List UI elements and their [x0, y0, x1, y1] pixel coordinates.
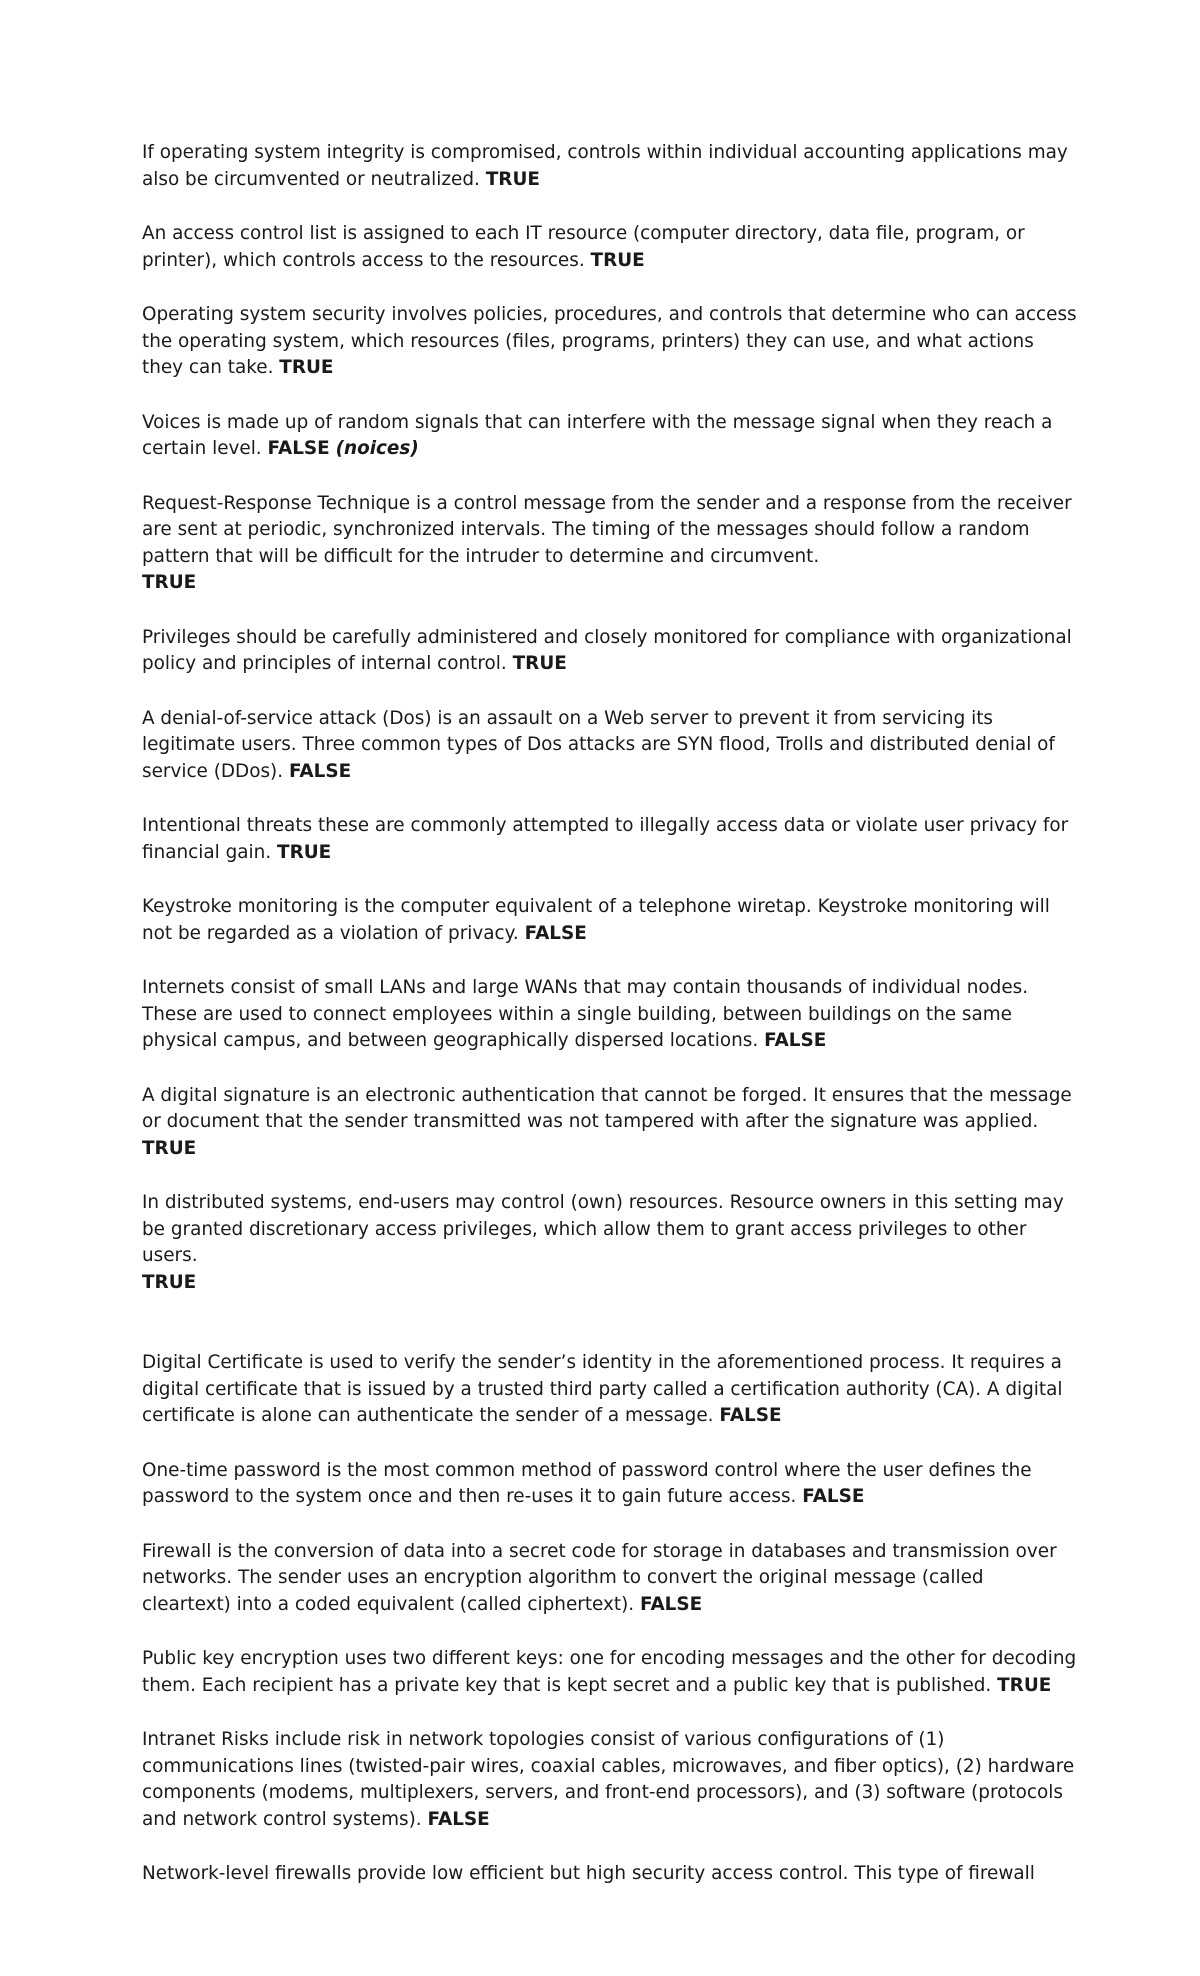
answer-label: TRUE [997, 1674, 1052, 1696]
statement-text: If operating system integrity is compromised, controls within individual accounting applications may also be circumvented or neutralized. [142, 142, 1068, 190]
statement-text: Public key encryption uses two different keys: one for encoding messages and the other for decoding them. Each recipient has a private key that is kept secret and a public key that is published. [142, 1648, 1077, 1696]
statement-text: Network-level firewalls provide low efficient but high security access control. This type of firewall [142, 1863, 1035, 1884]
answer-label: FALSE [267, 438, 330, 459]
answer-label: TRUE [142, 572, 197, 593]
answer-label: TRUE [277, 841, 332, 863]
statement-item [142, 140, 1077, 193]
statement-text: Request-Response Technique is a control message from the sender and a response from the receiver are sent at periodic, synchronized intervals. The timing of the messages should follow a random pattern that will be difficult for the intruder to determine and circumvent. [142, 492, 1072, 567]
answer-label: TRUE [279, 357, 334, 378]
statement-text: A denial-of-service attack (Dos) is an assault on a Web server to prevent it from servicing its legitimate users. Three common types of Dos attacks are SYN flood, Trolls and distributed denial of service (DDos). [142, 707, 1055, 782]
statement-item [142, 302, 1077, 382]
answer-label: TRUE [485, 168, 540, 190]
statement-item [142, 1458, 1077, 1511]
statement-item [142, 1083, 1077, 1163]
answer-label: TRUE [142, 1271, 197, 1293]
answer-label: FALSE [288, 760, 352, 782]
answer-label: FALSE [524, 922, 587, 944]
statement-text: Voices is made up of random signals that can interfere with the message signal when they reach a certain level. [142, 411, 1053, 459]
statement-text: Digital Certificate is used to verify the sender’s identity in the aforementioned process. It requires a digital certificate that is issued by a trusted third party called a certification authority (CA). A digital certificate is alone can authenticate the sender of a message. [142, 1352, 1063, 1426]
statement-item [142, 1646, 1077, 1699]
answer-label: FALSE [719, 1405, 782, 1426]
answer-label: TRUE [512, 653, 567, 674]
answer-label: FALSE [427, 1808, 490, 1830]
statement-item [142, 975, 1077, 1055]
statement-text: An access control list is assigned to each IT resource (computer directory, data file, program, or printer), which controls access to the resources. [142, 223, 1025, 271]
statement-item [142, 625, 1077, 678]
statement-item [142, 706, 1077, 786]
statement-text: Privileges should be carefully administered and closely monitored for compliance with organizational policy and principles of internal control. [142, 626, 1072, 674]
statement-text: One-time password is the most common method of password control where the user defines the password to the system once and then re-uses it to gain future access. [142, 1459, 1032, 1507]
statement-text: In distributed systems, end-users may control (own) resources. Resource owners in this setting may be granted discretionary access privileges, which allow them to grant access privileges to other users. [142, 1192, 1064, 1266]
statement-text: Intentional threats these are commonly attempted to illegally access data or violate user privacy for financial gain. [142, 815, 1069, 863]
answer-note: (noices) [335, 438, 419, 459]
statement-item [142, 1861, 1077, 1888]
statement-text: Internets consist of small LANs and large WANs that may contain thousands of individual nodes. These are used to connect employees within a single building, between buildings on the same physical campus, and between geographically dispersed locations. [142, 977, 1029, 1051]
statement-item [142, 221, 1077, 274]
statement-text: Firewall is the conversion of data into a secret code for storage in databases and transmission over networks. The sender uses an encryption algorithm to convert the original message (called cleartext) into a coded equivalent (called ciphertext). [142, 1540, 1057, 1615]
statement-text: Keystroke monitoring is the computer equivalent of a telephone wiretap. Keystroke monitoring will not be regarded as a violation of privacy. [142, 896, 1050, 944]
statement-text: Operating system security involves policies, procedures, and controls that determine who can access the operating system, which resources (files, programs, printers) they can use, and what actions they can take. [142, 304, 1077, 378]
document-body [142, 140, 1077, 1916]
statement-item [142, 894, 1077, 947]
statement-item [142, 410, 1077, 463]
statement-text: Intranet Risks include risk in network topologies consist of various configurations of (1) communications lines (twisted-pair wires, coaxial cables, microwaves, and fiber optics), (2) hardware components (modems, multiplexers, servers, and front-end processors), and (3) software (protocols and network control systems). [142, 1729, 1075, 1830]
statement-item [142, 1190, 1077, 1296]
statement-item [142, 1727, 1077, 1833]
answer-label: TRUE [590, 249, 645, 271]
statement-item [142, 813, 1077, 866]
answer-label: TRUE [142, 1137, 197, 1159]
statement-item [142, 1350, 1077, 1430]
statement-item [142, 1539, 1077, 1619]
statement-text: A digital signature is an electronic authentication that cannot be forged. It ensures that the message or document that the sender transmitted was not tampered with after the signature was applied. [142, 1084, 1072, 1132]
answer-label: FALSE [802, 1486, 865, 1507]
answer-label: FALSE [764, 1030, 827, 1051]
statement-item [142, 491, 1077, 597]
answer-label: FALSE [640, 1593, 703, 1615]
